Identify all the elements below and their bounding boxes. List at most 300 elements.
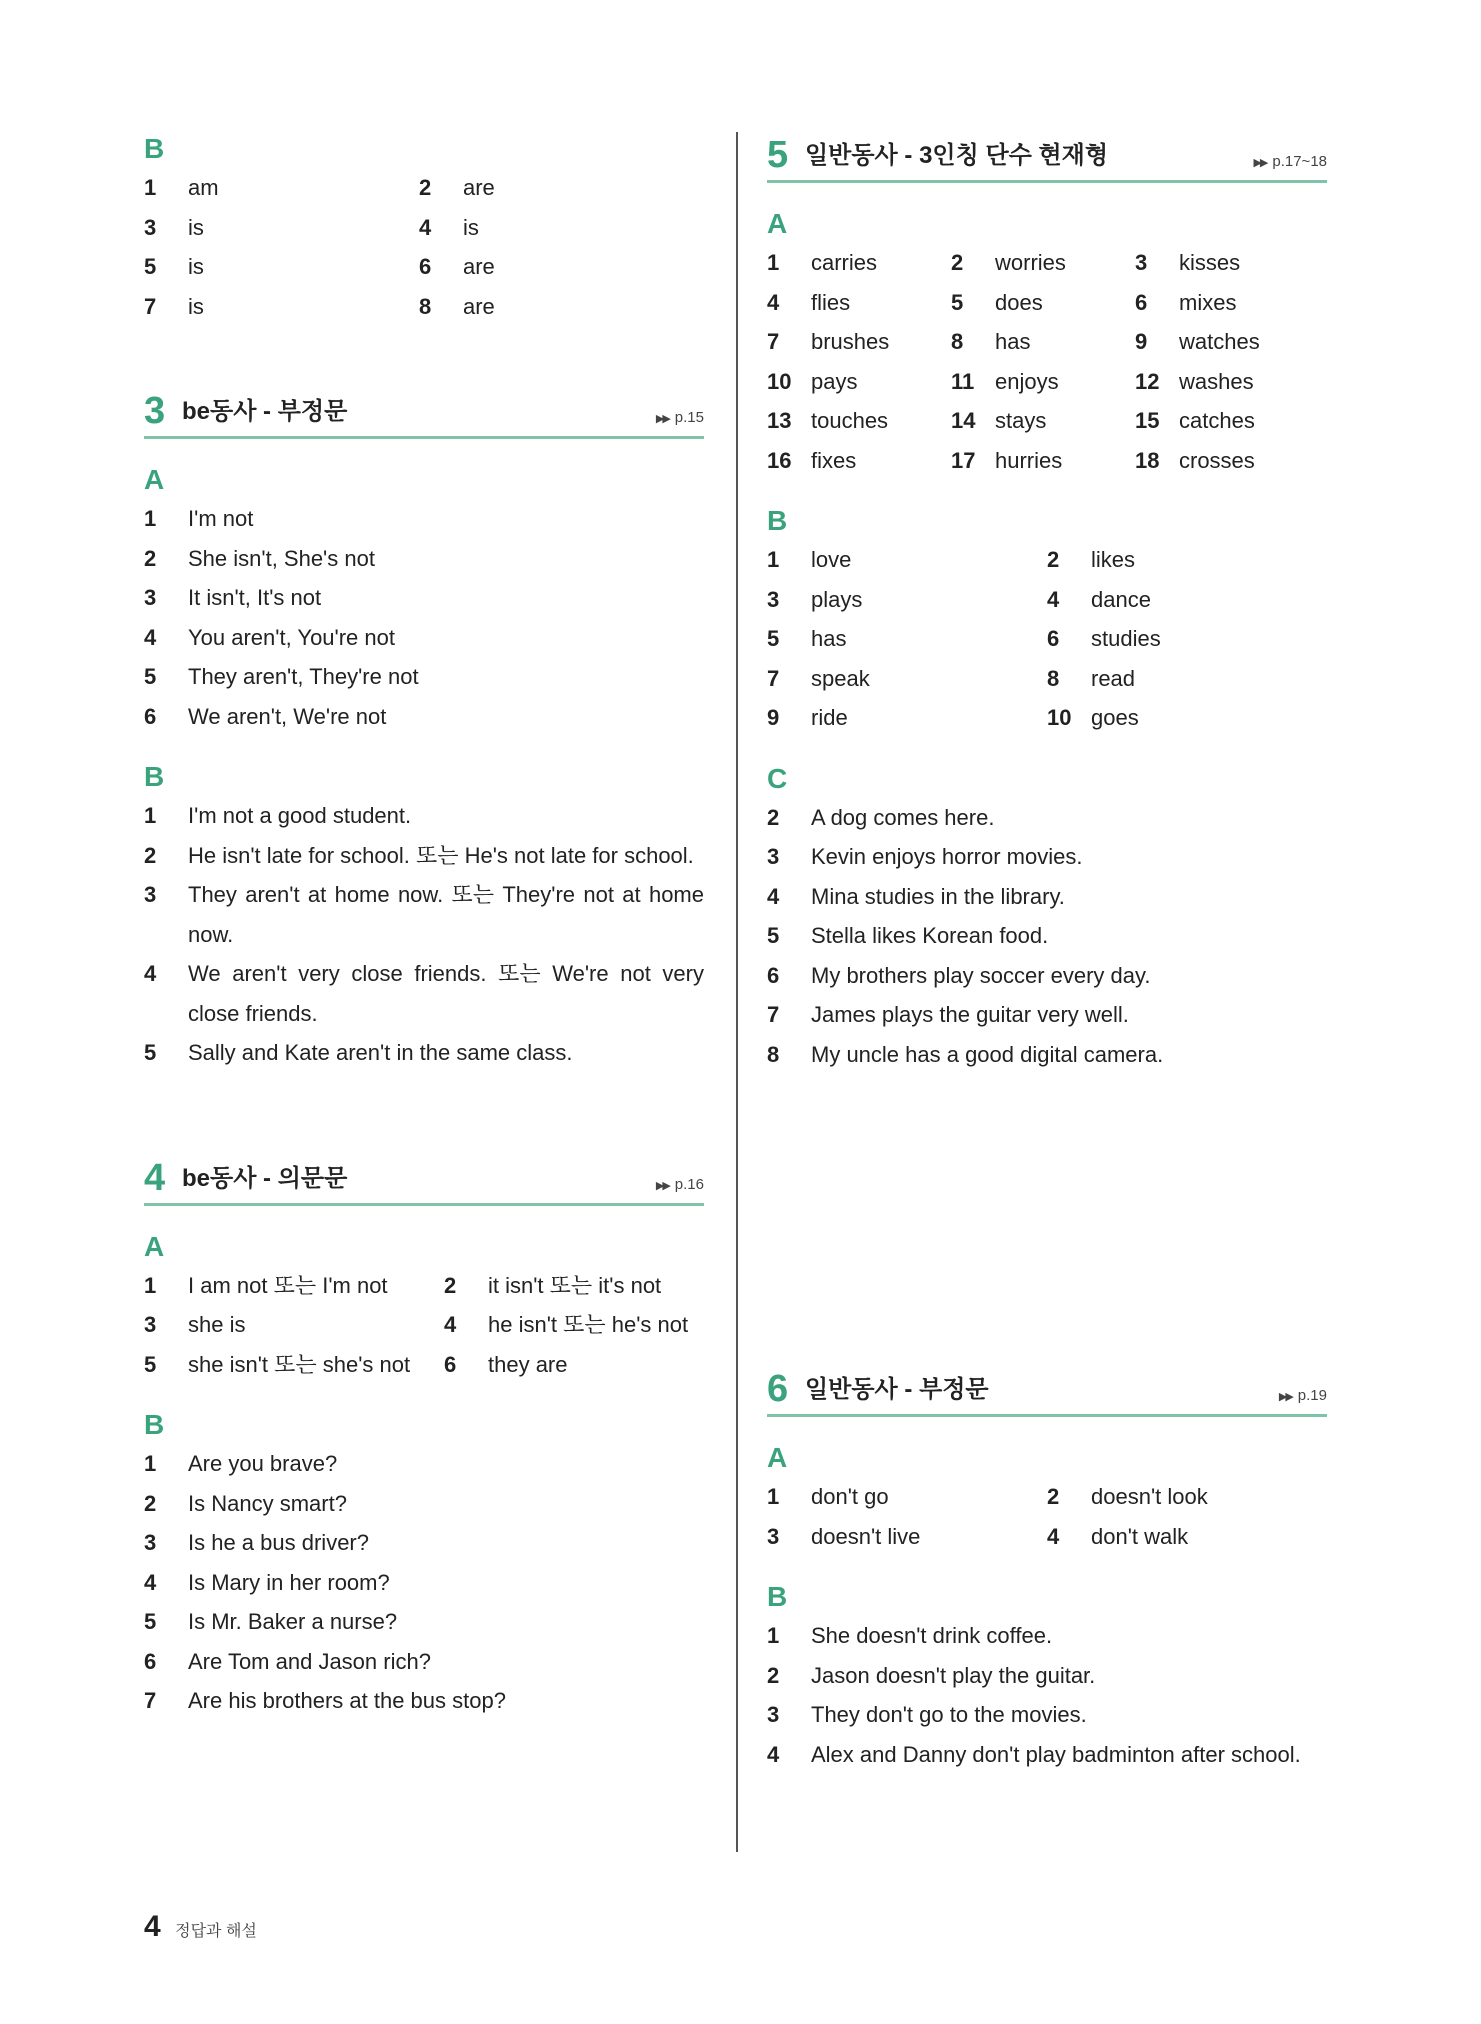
answer-item — [1135, 362, 1319, 402]
answer-item — [1047, 540, 1327, 580]
item-answer: We aren't very close friends. 또는 We're not very close friends. — [188, 961, 704, 1026]
item-answer: fixes — [811, 447, 857, 473]
answer-list — [767, 798, 1327, 1075]
item-answer: pays — [811, 368, 858, 394]
answer-item — [144, 1602, 397, 1642]
answer-list — [144, 499, 704, 736]
right-column — [767, 130, 1327, 1774]
item-number: 1 — [144, 1272, 157, 1298]
item-number: 4 — [144, 624, 157, 650]
item-answer: likes — [1091, 547, 1136, 572]
answer-row — [144, 1642, 704, 1682]
item-number: 5 — [144, 1609, 157, 1634]
answer-item — [1135, 283, 1319, 323]
answer-row — [767, 619, 1327, 659]
answer-item — [767, 877, 1065, 917]
answer-row — [767, 362, 1327, 402]
part-letter: B — [144, 133, 165, 164]
part-letter: A — [767, 208, 788, 239]
item-answer: ride — [811, 705, 848, 730]
item-answer: crosses — [1179, 447, 1255, 473]
item-answer: brushes — [811, 329, 890, 354]
item-number: 5 — [144, 254, 157, 279]
item-number: 3 — [144, 214, 157, 240]
item-answer: My uncle has a good digital camera. — [811, 1041, 1164, 1067]
item-answer: has — [811, 626, 847, 651]
item-number: 17 — [951, 447, 976, 473]
item-number: 1 — [144, 1451, 157, 1476]
answer-item — [444, 1345, 744, 1385]
answer-row — [144, 1602, 704, 1642]
item-number: 4 — [444, 1312, 457, 1337]
answer-item — [767, 798, 994, 838]
section-header — [144, 386, 704, 439]
answer-item — [144, 618, 395, 658]
item-number: 6 — [144, 703, 157, 729]
item-answer: Are Tom and Jason rich? — [188, 1648, 431, 1674]
item-number: 8 — [1047, 665, 1060, 691]
section-header — [767, 130, 1327, 183]
arrow-icon: ▶▶ — [655, 413, 669, 425]
item-number: 1 — [767, 1484, 780, 1509]
item-number: 1 — [144, 506, 157, 531]
item-number: 10 — [767, 368, 792, 394]
item-answer: speak — [811, 665, 870, 691]
page-number: 4 — [144, 1910, 161, 1943]
item-number: 7 — [767, 329, 780, 354]
answer-row — [144, 954, 704, 1033]
item-number: 6 — [767, 962, 780, 988]
item-number: 7 — [144, 293, 157, 319]
part-letter: B — [767, 1581, 788, 1612]
answer-row — [144, 836, 704, 876]
answer-item — [1047, 698, 1327, 738]
answer-item — [144, 247, 419, 287]
item-number: 5 — [767, 923, 780, 948]
answer-row — [144, 796, 704, 836]
item-number: 18 — [1135, 447, 1160, 473]
item-number: 4 — [767, 883, 780, 909]
answer-item — [1047, 659, 1327, 699]
item-number: 5 — [144, 1040, 157, 1065]
part-letter: A — [767, 1442, 788, 1473]
part-letter: B — [144, 761, 165, 792]
item-answer: are — [463, 254, 495, 279]
answer-row — [144, 168, 704, 208]
item-number: 1 — [767, 250, 780, 275]
item-answer: are — [463, 293, 495, 319]
part-letter: C — [767, 762, 788, 794]
item-answer: washes — [1179, 368, 1254, 394]
answer-item — [767, 837, 1082, 877]
answer-item — [144, 1444, 337, 1484]
answer-item — [144, 578, 321, 618]
answer-item — [144, 208, 419, 248]
answer-item — [1047, 1477, 1327, 1517]
answer-grid — [767, 540, 1327, 738]
answer-row — [767, 580, 1327, 620]
answer-item — [767, 322, 951, 362]
answer-item — [767, 1735, 1301, 1775]
item-answer: They don't go to the movies. — [811, 1702, 1087, 1727]
answer-grid — [144, 1266, 704, 1385]
item-number: 6 — [1135, 289, 1148, 315]
answer-item — [1135, 401, 1319, 441]
item-number: 9 — [767, 705, 780, 730]
item-number: 16 — [767, 447, 792, 473]
item-answer: watches — [1179, 329, 1260, 354]
left-column — [144, 130, 704, 1721]
answer-row — [144, 539, 704, 579]
answer-row — [144, 578, 704, 618]
answer-item — [767, 1517, 1047, 1557]
answer-item — [951, 243, 1135, 283]
item-answer: Are you brave? — [188, 1451, 338, 1476]
answer-row — [144, 875, 704, 954]
item-number: 8 — [951, 329, 964, 354]
answer-row — [144, 1266, 704, 1306]
answer-row — [144, 1563, 704, 1603]
item-number: 5 — [951, 289, 964, 315]
item-number: 2 — [767, 804, 780, 830]
answer-item — [144, 539, 375, 579]
item-number: 2 — [1047, 1484, 1060, 1509]
answer-item — [767, 1695, 1087, 1735]
answer-item — [767, 580, 1047, 620]
item-answer: read — [1091, 665, 1136, 691]
item-number: 2 — [419, 175, 432, 200]
answer-item — [144, 1681, 506, 1721]
item-answer: You aren't, You're not — [188, 624, 395, 650]
answer-item — [144, 1484, 347, 1524]
page-reference — [1279, 1387, 1327, 1404]
item-number: 4 — [144, 961, 157, 986]
item-number: 2 — [1047, 547, 1060, 572]
item-number: 2 — [144, 545, 157, 571]
item-answer: plays — [811, 586, 863, 612]
answer-row — [767, 540, 1327, 580]
item-number: 8 — [767, 1041, 780, 1067]
item-answer: don't go — [811, 1484, 889, 1509]
item-number: 6 — [1047, 626, 1060, 651]
item-number: 2 — [951, 250, 964, 275]
item-number: 6 — [144, 1648, 157, 1674]
part-letter: B — [144, 1409, 165, 1440]
item-answer: Jason doesn't play the guitar. — [811, 1662, 1096, 1688]
item-number: 3 — [144, 585, 157, 610]
answer-item — [144, 1642, 431, 1682]
answer-item — [419, 168, 694, 208]
answer-item — [444, 1266, 744, 1306]
item-number: 5 — [767, 626, 780, 651]
item-number: 1 — [144, 175, 157, 200]
item-number: 13 — [767, 408, 792, 433]
answer-row — [767, 283, 1327, 323]
answer-row — [767, 1735, 1327, 1775]
item-answer: enjoys — [995, 368, 1059, 394]
item-number: 12 — [1135, 368, 1160, 394]
answer-item — [144, 1523, 369, 1563]
page-ref-text: p.17~18 — [1272, 153, 1327, 170]
answer-row — [767, 837, 1327, 877]
item-number: 5 — [144, 664, 157, 689]
item-answer: We aren't, We're not — [188, 703, 387, 729]
item-number: 1 — [144, 803, 157, 828]
item-answer: am — [188, 175, 219, 200]
item-answer: goes — [1091, 705, 1139, 730]
answer-row — [144, 657, 704, 697]
item-answer: kisses — [1179, 250, 1241, 275]
answer-row — [767, 322, 1327, 362]
answer-item — [767, 540, 1047, 580]
answer-list — [144, 796, 704, 1073]
answer-item — [444, 1305, 744, 1345]
item-number: 2 — [144, 1490, 157, 1516]
answer-row — [767, 698, 1327, 738]
section-title: 일반동사 - 3인칭 단수 현재형 — [805, 142, 1109, 169]
part-letter: A — [144, 464, 165, 495]
item-number: 6 — [444, 1351, 457, 1377]
item-answer: is — [188, 293, 204, 319]
answer-row — [144, 499, 704, 539]
section-number: 5 — [767, 134, 789, 176]
section-number: 4 — [144, 1156, 166, 1199]
answer-item — [144, 657, 419, 697]
section-header — [767, 1364, 1327, 1417]
answer-row — [144, 287, 704, 327]
answer-item — [951, 283, 1135, 323]
item-number: 7 — [144, 1688, 157, 1713]
item-answer: is — [188, 214, 204, 240]
answer-item — [951, 441, 1135, 481]
section-title: be동사 - 부정문 — [182, 398, 348, 425]
answer-row — [767, 659, 1327, 699]
answer-row — [144, 1523, 704, 1563]
item-answer: Alex and Danny don't play badminton after school. — [811, 1741, 1301, 1767]
answer-item — [767, 401, 951, 441]
item-number: 3 — [767, 586, 780, 612]
answer-item — [419, 247, 694, 287]
answer-item — [767, 659, 1047, 699]
answer-item — [419, 287, 694, 327]
item-answer: Kevin enjoys horror movies. — [811, 844, 1083, 869]
page-reference — [1253, 153, 1327, 170]
item-answer: dance — [1091, 586, 1151, 612]
section-title: 일반동사 - 부정문 — [805, 1376, 989, 1403]
item-answer: A dog comes here. — [811, 804, 995, 830]
answer-row — [767, 1035, 1327, 1075]
answer-list — [767, 1616, 1327, 1774]
answer-item — [767, 441, 951, 481]
item-answer: She isn't, She's not — [188, 545, 375, 571]
section-header — [144, 1153, 704, 1206]
item-number: 14 — [951, 408, 976, 433]
item-answer: Are his brothers at the bus stop? — [188, 1688, 506, 1713]
item-answer: She doesn't drink coffee. — [811, 1623, 1053, 1648]
answer-row — [144, 1484, 704, 1524]
answer-item — [144, 499, 253, 539]
item-answer: he isn't 또는 he's not — [488, 1312, 689, 1337]
answer-item — [1047, 1517, 1327, 1557]
item-number: 4 — [419, 214, 432, 240]
item-number: 3 — [144, 1530, 157, 1555]
item-answer: James plays the guitar very well. — [811, 1002, 1129, 1027]
item-number: 3 — [767, 844, 780, 869]
answer-row — [767, 1616, 1327, 1656]
item-number: 6 — [419, 254, 432, 279]
answer-item — [767, 698, 1047, 738]
item-number: 8 — [419, 293, 432, 319]
answer-row — [144, 697, 704, 737]
page-ref-text: p.19 — [1297, 1387, 1327, 1404]
page-ref-text: p.16 — [674, 1175, 704, 1193]
section-number: 3 — [144, 390, 166, 432]
page-reference — [656, 1176, 704, 1193]
item-answer: It isn't, It's not — [188, 585, 322, 610]
item-answer: hurries — [995, 447, 1063, 473]
answer-item — [767, 916, 1048, 956]
footer-label: 정답과 해설 — [175, 1923, 257, 1940]
part-letter: A — [144, 1230, 165, 1262]
item-answer: Sally and Kate aren't in the same class. — [188, 1040, 573, 1065]
answer-item — [1135, 441, 1319, 481]
answer-item — [144, 1345, 444, 1385]
arrow-icon: ▶▶ — [1278, 1391, 1292, 1403]
item-number: 7 — [767, 1002, 780, 1027]
item-answer: love — [811, 547, 852, 572]
answer-row — [767, 798, 1327, 838]
answer-row — [767, 1477, 1327, 1517]
item-answer: stays — [995, 408, 1047, 433]
answer-row — [144, 1033, 704, 1073]
answer-grid — [767, 243, 1327, 480]
answer-item — [1047, 619, 1327, 659]
item-number: 2 — [767, 1662, 780, 1688]
answer-row — [767, 877, 1327, 917]
answer-row — [767, 1695, 1327, 1735]
page-reference — [656, 409, 704, 426]
answer-row — [767, 401, 1327, 441]
answer-item — [767, 283, 951, 323]
answer-item — [144, 168, 419, 208]
answer-item — [767, 995, 1129, 1035]
answer-row — [767, 995, 1327, 1035]
item-answer: are — [463, 175, 495, 200]
answer-item — [767, 1616, 1052, 1656]
answer-row — [767, 1517, 1327, 1557]
item-answer: touches — [811, 408, 889, 433]
item-answer: I'm not a good student. — [188, 803, 412, 828]
item-answer: Is he a bus driver? — [188, 1530, 369, 1555]
item-answer: they are — [488, 1351, 568, 1377]
answer-row — [144, 1681, 704, 1721]
item-number: 4 — [144, 1569, 157, 1595]
item-answer: I'm not — [188, 506, 254, 531]
item-number: 3 — [767, 1702, 780, 1727]
answer-row — [144, 247, 704, 287]
item-answer: studies — [1091, 626, 1161, 651]
item-answer: Is Nancy smart? — [188, 1490, 347, 1516]
answer-item — [951, 362, 1135, 402]
item-number: 9 — [1135, 329, 1148, 354]
item-number: 5 — [144, 1351, 157, 1377]
item-number: 4 — [767, 289, 780, 315]
item-answer: They aren't at home now. 또는 They're not at home now. — [188, 882, 704, 947]
item-answer: has — [995, 329, 1031, 354]
answer-item — [144, 697, 386, 737]
answer-item — [951, 322, 1135, 362]
item-number: 2 — [444, 1272, 457, 1298]
answer-item — [144, 287, 419, 327]
item-number: 7 — [767, 665, 780, 691]
page-footer — [144, 1910, 257, 1944]
item-answer: Is Mr. Baker a nurse? — [188, 1609, 398, 1634]
item-number: 3 — [767, 1523, 780, 1549]
item-number: 3 — [144, 1312, 157, 1337]
answer-item — [767, 243, 951, 283]
item-answer: don't walk — [1091, 1523, 1189, 1549]
item-answer: worries — [995, 250, 1066, 275]
item-number: 4 — [1047, 586, 1060, 612]
arrow-icon: ▶▶ — [1253, 157, 1267, 169]
answer-item — [951, 401, 1135, 441]
item-answer: doesn't look — [1091, 1484, 1208, 1509]
answer-item — [767, 1035, 1163, 1075]
item-number: 3 — [1135, 250, 1148, 275]
item-answer: They aren't, They're not — [188, 664, 419, 689]
section-number: 6 — [767, 1368, 789, 1410]
item-answer: doesn't live — [811, 1523, 921, 1549]
item-answer: mixes — [1179, 289, 1237, 315]
answer-item — [1135, 243, 1319, 283]
item-answer: she is — [188, 1312, 246, 1337]
answer-item — [419, 208, 694, 248]
item-number: 2 — [144, 842, 157, 868]
column-divider — [736, 132, 738, 1852]
answer-row — [144, 1345, 704, 1385]
item-answer: she isn't 또는 she's not — [188, 1351, 411, 1377]
answer-item — [144, 1266, 444, 1306]
item-number: 1 — [767, 547, 780, 572]
answer-row — [144, 618, 704, 658]
answer-row — [144, 208, 704, 248]
item-answer: Is Mary in her room? — [188, 1569, 390, 1595]
part-letter: B — [767, 505, 788, 536]
answer-item — [144, 1305, 444, 1345]
answer-item — [767, 956, 1151, 996]
item-answer: Mina studies in the library. — [811, 883, 1065, 909]
item-answer: is — [188, 254, 204, 279]
answer-grid — [767, 1477, 1327, 1556]
arrow-icon: ▶▶ — [655, 1179, 669, 1192]
item-answer: catches — [1179, 408, 1255, 433]
item-number: 10 — [1047, 705, 1072, 730]
item-answer: I am not 또는 I'm not — [188, 1272, 388, 1298]
item-answer: My brothers play soccer every day. — [811, 962, 1151, 988]
answer-item — [767, 1477, 1047, 1517]
item-number: 1 — [767, 1623, 780, 1648]
answer-row — [767, 243, 1327, 283]
answer-row — [144, 1444, 704, 1484]
answer-item — [1135, 322, 1319, 362]
answer-row — [144, 1305, 704, 1345]
item-number: 3 — [144, 882, 157, 907]
item-number: 15 — [1135, 408, 1160, 433]
answer-item — [767, 1656, 1095, 1696]
answer-row — [767, 1656, 1327, 1696]
item-answer: He isn't late for school. 또는 He's not late for school. — [188, 842, 694, 868]
item-answer: does — [995, 289, 1043, 315]
